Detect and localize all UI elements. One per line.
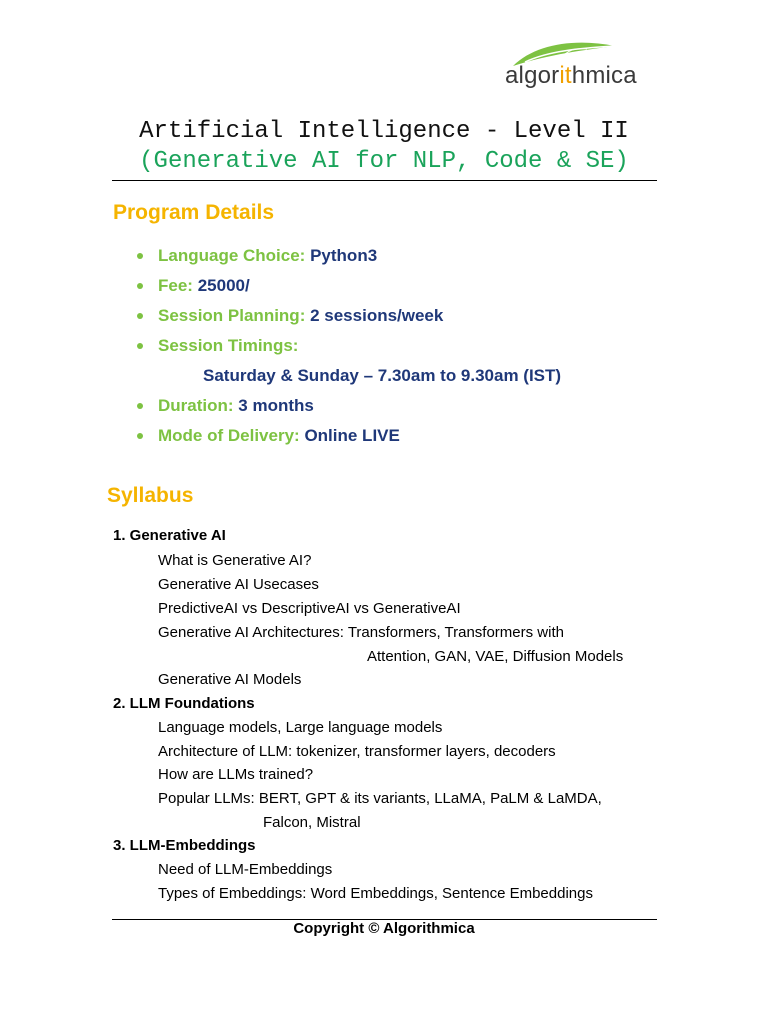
document-subtitle: (Generative AI for NLP, Code & SE) (139, 148, 629, 175)
module-topic-continuation: Attention, GAN, VAE, Diffusion Models (367, 648, 624, 665)
document-title: Artificial Intelligence - Level II (139, 118, 629, 145)
detail-language: Language Choice: Python3 (137, 244, 561, 274)
module-topic: Architecture of LLM: tokenizer, transformer layers, decoders (158, 743, 556, 760)
bullet-icon (137, 283, 143, 289)
module-topic: Types of Embeddings: Word Embeddings, Sentence Embeddings (158, 885, 593, 902)
module-title: 3. LLM-Embeddings (113, 837, 256, 854)
detail-session-timings: Session Timings: (137, 334, 561, 364)
module-topic-continuation: Falcon, Mistral (263, 814, 361, 831)
program-details-list (137, 244, 561, 454)
module-topic: How are LLMs trained? (158, 766, 314, 783)
program-details-heading: Program Details (113, 201, 275, 224)
detail-session-planning: Session Planning: 2 sessions/week (137, 304, 561, 334)
copyright-notice: Copyright © Algorithmica (293, 920, 475, 937)
module-topic: Language models, Large language models (158, 719, 443, 736)
module-title: 1. Generative AI (113, 527, 226, 544)
module-topic: Generative AI Usecases (158, 576, 319, 593)
title-divider (112, 180, 657, 181)
module-title: 2. LLM Foundations (113, 695, 255, 712)
syllabus-heading: Syllabus (107, 484, 194, 507)
module-topic: PredictiveAI vs DescriptiveAI vs GenerativeAI (158, 600, 461, 617)
bullet-icon (137, 433, 143, 439)
module-topic: Generative AI Architectures: Transformers, Transformers with (158, 624, 564, 641)
detail-session-timings-value: Saturday & Sunday – 7.30am to 9.30am (IST) (203, 366, 562, 385)
module-topic: Need of LLM-Embeddings (158, 861, 333, 878)
algorithmica-logo (505, 40, 655, 95)
bullet-icon (137, 253, 143, 259)
module-topic: What is Generative AI? (158, 552, 312, 569)
detail-mode-of-delivery: Mode of Delivery: Online LIVE (137, 424, 561, 454)
bullet-icon (137, 343, 143, 349)
logo-wordmark: algorithmica (505, 62, 637, 89)
detail-duration: Duration: 3 months (137, 394, 561, 424)
bullet-icon (137, 403, 143, 409)
bullet-icon (137, 313, 143, 319)
module-topic: Popular LLMs: BERT, GPT & its variants, LLaMA, PaLM & LaMDA, (158, 790, 602, 807)
module-topic: Generative AI Models (158, 671, 302, 688)
detail-fee: Fee: 25000/ (137, 274, 561, 304)
